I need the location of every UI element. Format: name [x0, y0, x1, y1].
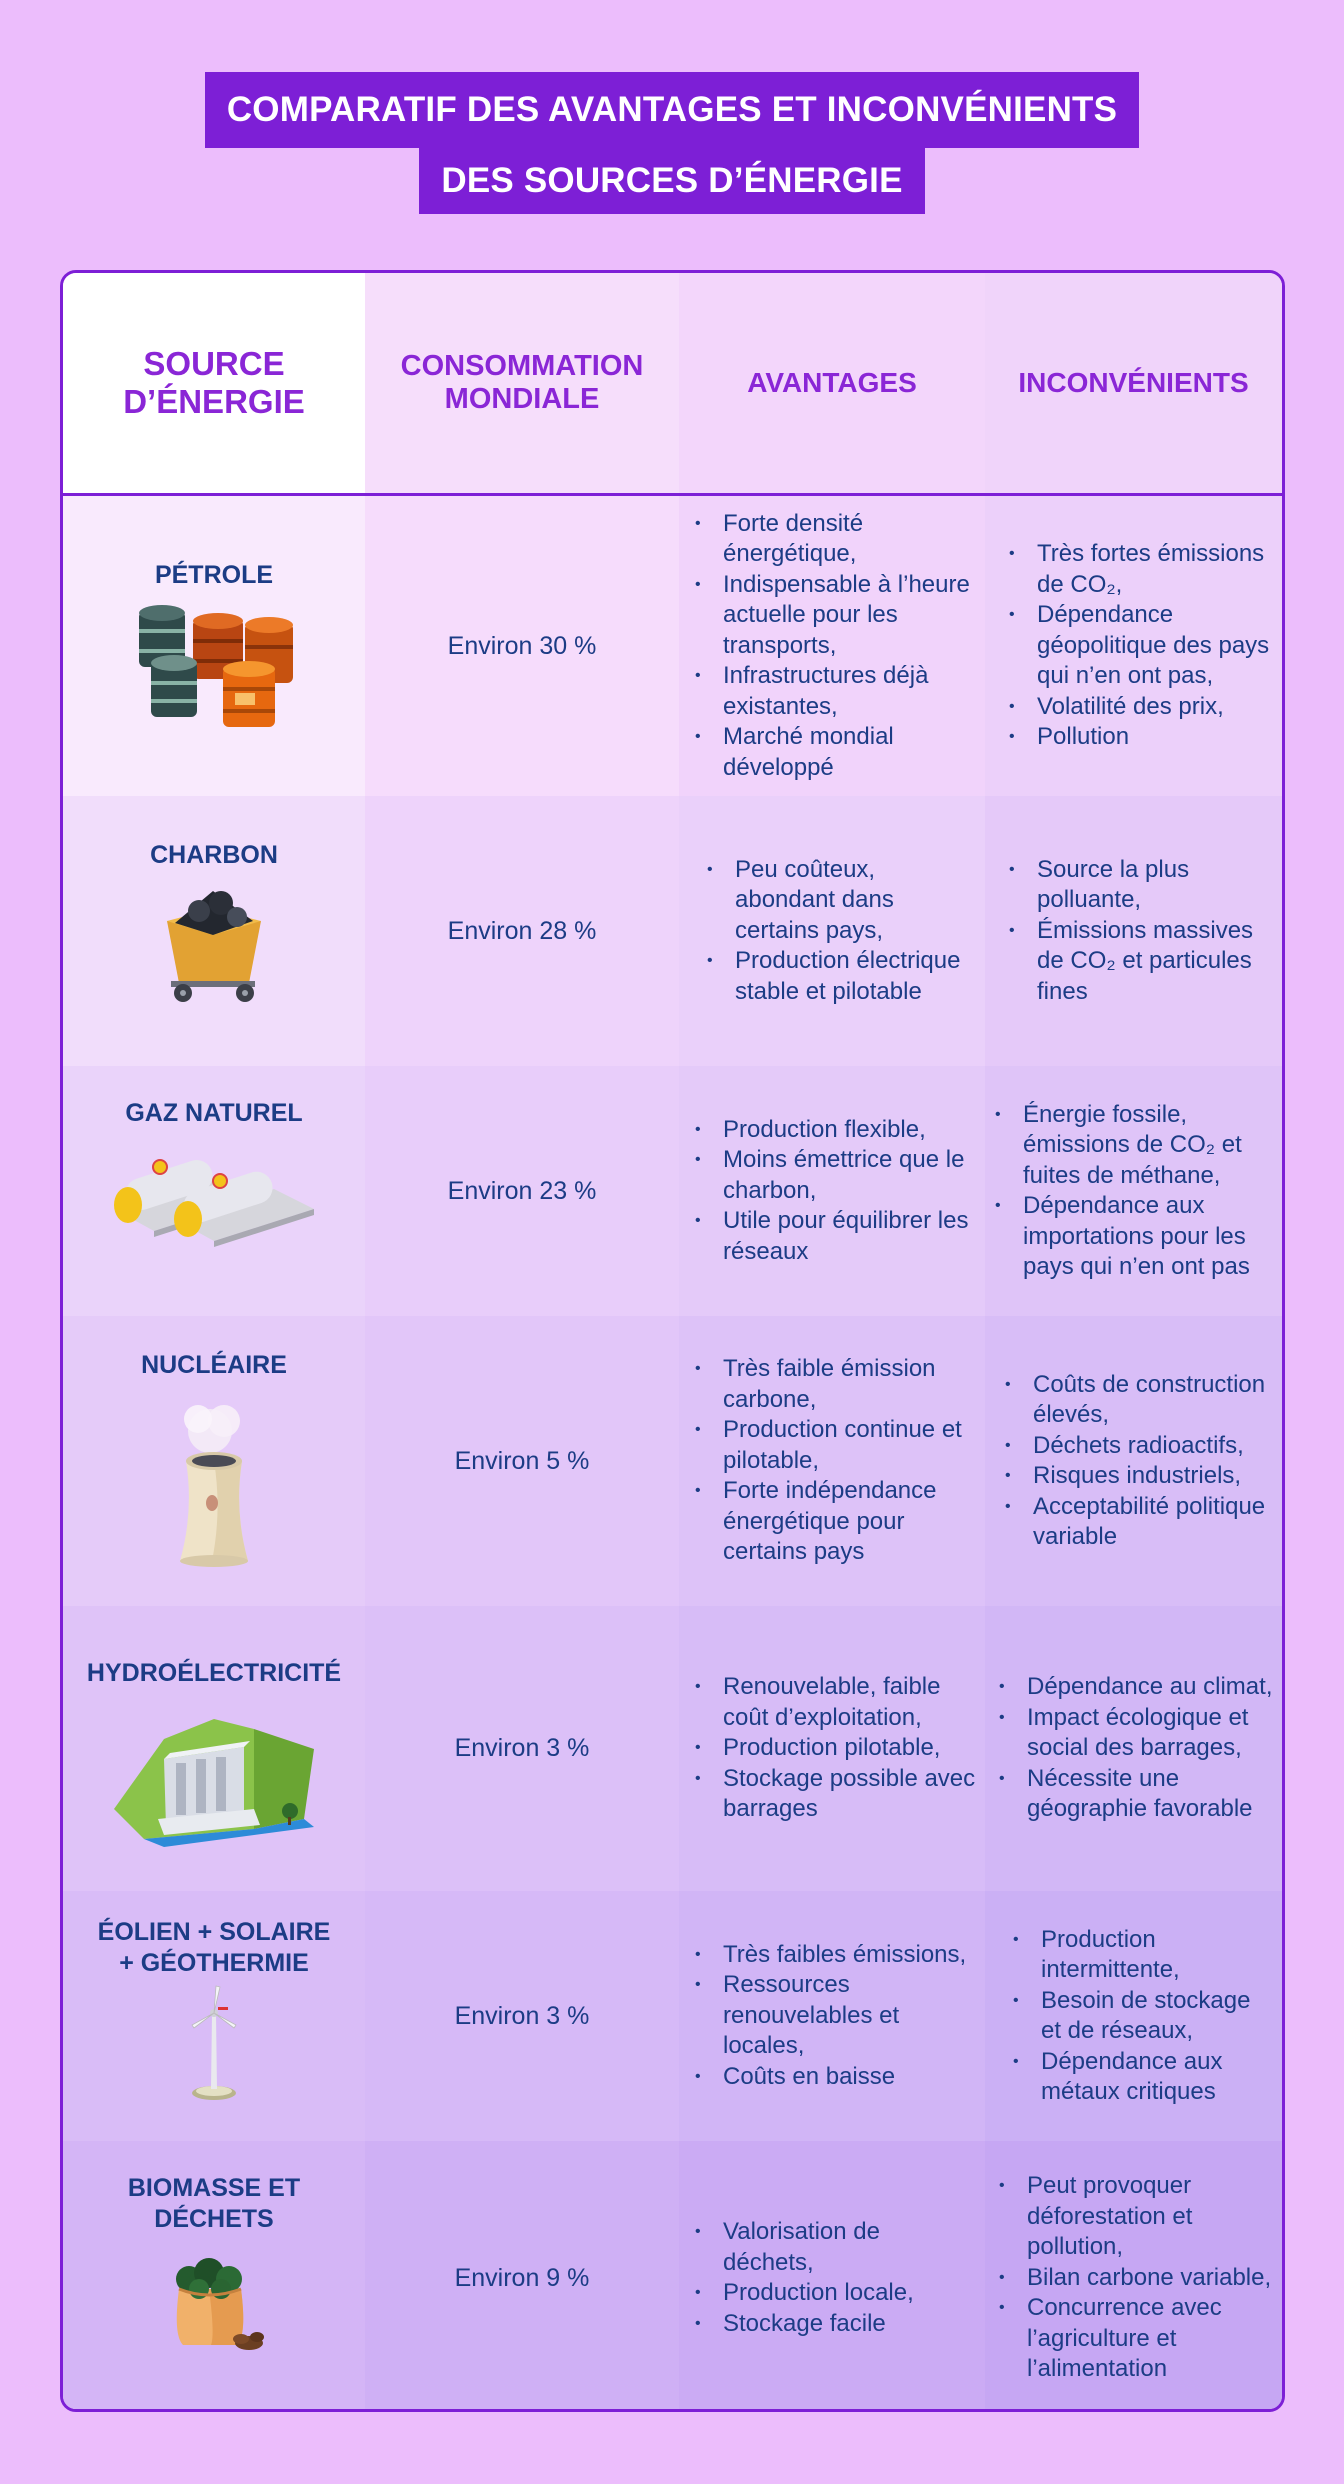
advantage-item: • Moins émettrice que le charbon, [695, 1145, 977, 1206]
disadvantage-item: • Déchets radioactifs, [1005, 1431, 1274, 1462]
disadvantages-cell [985, 1066, 1282, 1316]
disadvantage-item: • Volatilité des prix, [1009, 692, 1274, 723]
source-cell [63, 1316, 365, 1606]
disadvantage-item: • Dépendance aux importations pour les pays qui n’en ont pas [995, 1191, 1278, 1283]
coal-cart-icon [149, 881, 279, 1016]
consumption-cell: Environ 3 % [365, 1606, 679, 1891]
header-disadvantages: INCONVÉNIENTS [985, 273, 1282, 493]
disadvantage-item: • Énergie fossile, émissions de CO₂ et fuites de méthane, [995, 1100, 1278, 1192]
disadvantage-item: • Dépendance aux métaux critiques [1013, 2047, 1274, 2108]
consumption-cell: Environ 23 % [365, 1066, 679, 1316]
header-advantages: AVANTAGES [679, 273, 985, 493]
advantage-item: • Production continue et pilotable, [695, 1415, 977, 1476]
source-cell [63, 1606, 365, 1891]
advantages-cell [679, 796, 985, 1066]
advantage-item: • Coûts en baisse [695, 2062, 977, 2093]
consumption-cell: Environ 3 % [365, 1891, 679, 2141]
advantage-item: • Production électrique stable et pilotable [707, 946, 961, 1007]
advantages-cell [679, 1606, 985, 1891]
table-row [63, 1891, 1282, 2141]
comparison-table [60, 270, 1285, 2412]
advantage-item: • Indispensable à l’heure actuelle pour les transports, [695, 570, 977, 662]
disadvantage-item: • Coûts de construction élevés, [1005, 1370, 1274, 1431]
source-cell [63, 1066, 365, 1316]
cooling-tower-icon [154, 1391, 274, 1586]
disadvantage-item: • Émissions massives de CO₂ et particules fines [1009, 916, 1274, 1008]
disadvantage-item: • Risques industriels, [1005, 1461, 1274, 1492]
source-name: PÉTROLE [154, 561, 274, 589]
disadvantages-cell [985, 1606, 1282, 1891]
source-name: ÉOLIEN + SOLAIRE + GÉOTHERMIE [97, 1918, 331, 1977]
wind-turbine-icon [174, 1985, 254, 2110]
disadvantage-item: • Nécessite une géographie favorable [999, 1764, 1274, 1825]
biomass-sack-icon [159, 2245, 269, 2360]
advantages-cell [679, 496, 985, 796]
advantage-item: • Forte densité énergétique, [695, 509, 977, 570]
advantage-item: • Stockage possible avec barrages [695, 1764, 977, 1825]
advantage-item: • Forte indépendance énergétique pour certains pays [695, 1476, 977, 1568]
disadvantage-item: • Pollution [1009, 722, 1274, 753]
advantage-item: • Production pilotable, [695, 1733, 977, 1764]
disadvantage-item: • Peut provoquer déforestation et pollution, [999, 2171, 1274, 2263]
source-name: BIOMASSE ET DÉCHETS [127, 2174, 301, 2233]
source-cell [63, 2141, 365, 2412]
consumption-cell: Environ 5 % [365, 1316, 679, 1606]
disadvantage-item: • Impact écologique et social des barrages, [999, 1703, 1274, 1764]
disadvantage-item: • Dépendance au climat, [999, 1672, 1274, 1703]
disadvantage-item: • Très fortes émissions de CO₂, [1009, 539, 1274, 600]
table-row [63, 1606, 1282, 1891]
source-cell [63, 496, 365, 796]
disadvantages-cell [985, 1891, 1282, 2141]
oil-barrels-icon [129, 601, 299, 736]
title-line-2: DES SOURCES D’ÉNERGIE [419, 148, 924, 214]
table-header [63, 273, 1282, 496]
header-consumption: CONSOMMATION MONDIALE [365, 273, 679, 493]
source-name: HYDROÉLECTRICITÉ [86, 1659, 342, 1687]
advantage-item: • Très faible émission carbone, [695, 1354, 977, 1415]
page-title [0, 72, 1344, 214]
disadvantage-item: • Concurrence avec l’agriculture et l’alimentation [999, 2293, 1274, 2385]
header-source: SOURCE D’ÉNERGIE [63, 273, 365, 493]
title-line-1: COMPARATIF DES AVANTAGES ET INCONVÉNIENTS [205, 72, 1139, 148]
consumption-cell: Environ 28 % [365, 796, 679, 1066]
consumption-cell: Environ 9 % [365, 2141, 679, 2412]
table-row [63, 496, 1282, 796]
consumption-cell: Environ 30 % [365, 496, 679, 796]
disadvantage-item: • Source la plus polluante, [1009, 855, 1274, 916]
advantages-cell [679, 1066, 985, 1316]
table-row [63, 796, 1282, 1066]
disadvantages-cell [985, 496, 1282, 796]
advantage-item: • Très faibles émissions, [695, 1940, 977, 1971]
hydro-dam-icon [104, 1699, 324, 1854]
advantage-item: • Utile pour équilibrer les réseaux [695, 1206, 977, 1267]
disadvantage-item: • Production intermittente, [1013, 1925, 1274, 1986]
disadvantage-item: • Besoin de stockage et de réseaux, [1013, 1986, 1274, 2047]
advantage-item: • Valorisation de déchets, [695, 2217, 977, 2278]
source-name: NUCLÉAIRE [141, 1351, 287, 1379]
advantage-item: • Ressources renouvelables et locales, [695, 1970, 977, 2062]
advantage-item: • Production flexible, [695, 1115, 977, 1146]
disadvantages-cell [985, 1316, 1282, 1606]
disadvantage-item: • Bilan carbone variable, [999, 2263, 1274, 2294]
table-row [63, 1066, 1282, 1316]
disadvantage-item: • Dépendance géopolitique des pays qui n’en ont pas, [1009, 600, 1274, 692]
source-name: GAZ NATUREL [125, 1099, 303, 1127]
advantage-item: • Renouvelable, faible coût d’exploitation, [695, 1672, 977, 1733]
disadvantage-item: • Acceptabilité politique variable [1005, 1492, 1274, 1553]
gas-tanks-icon [104, 1139, 324, 1264]
table-row [63, 2141, 1282, 2412]
table-row [63, 1316, 1282, 1606]
advantages-cell [679, 2141, 985, 2412]
disadvantages-cell [985, 796, 1282, 1066]
advantages-cell [679, 1891, 985, 2141]
advantage-item: • Peu coûteux, abondant dans certains pays, [707, 855, 961, 947]
disadvantages-cell [985, 2141, 1282, 2412]
advantage-item: • Production locale, [695, 2278, 977, 2309]
advantage-item: • Stockage facile [695, 2309, 977, 2340]
source-cell [63, 1891, 365, 2141]
advantage-item: • Marché mondial développé [695, 722, 977, 783]
source-cell [63, 796, 365, 1066]
source-name: CHARBON [150, 841, 278, 869]
advantages-cell [679, 1316, 985, 1606]
advantage-item: • Infrastructures déjà existantes, [695, 661, 977, 722]
